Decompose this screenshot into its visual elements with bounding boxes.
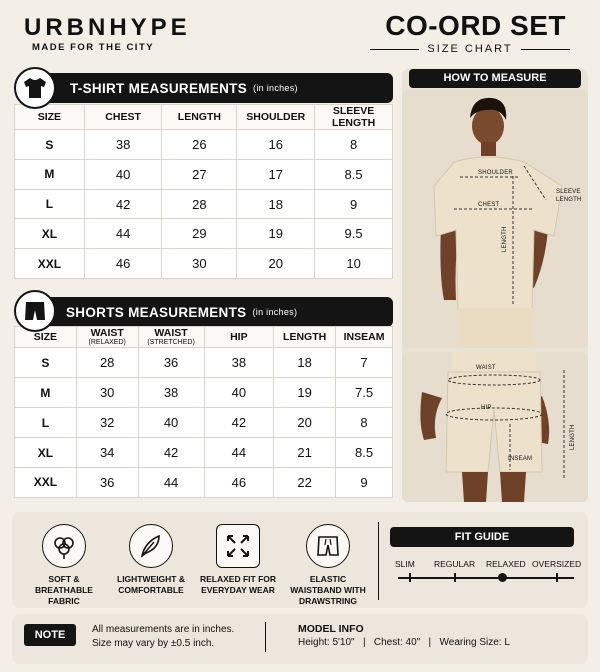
page-subtitle: SIZE CHART bbox=[427, 43, 513, 55]
sleeve-measure-label: SLEEVE LENGTH bbox=[556, 189, 582, 204]
fit-option-regular: REGULAR bbox=[434, 559, 476, 569]
size-cell: XL bbox=[15, 438, 77, 468]
note-line-2: Size may vary by ±0.5 inch. bbox=[92, 638, 215, 649]
column-subheader: (STRETCHED) bbox=[147, 339, 195, 347]
value-cell: 18 bbox=[237, 189, 315, 219]
fit-scale-tick bbox=[556, 573, 558, 582]
column-header: SHOULDER bbox=[237, 105, 315, 130]
chest-measure-label: CHEST bbox=[478, 202, 500, 208]
model-info-title: MODEL INFO bbox=[298, 623, 364, 635]
value-cell: 7 bbox=[336, 348, 393, 378]
shorts-length-measure-label: LENGTH bbox=[570, 424, 576, 450]
value-cell: 27 bbox=[162, 159, 237, 189]
features-divider bbox=[378, 522, 379, 600]
feature-item bbox=[198, 524, 278, 596]
size-cell: S bbox=[15, 130, 85, 160]
column-header: CHEST bbox=[84, 105, 162, 130]
expand-arrows-icon bbox=[216, 524, 260, 568]
tshirt-model-photo bbox=[402, 90, 588, 348]
value-cell: 40 bbox=[204, 378, 274, 408]
value-cell: 36 bbox=[76, 467, 138, 497]
tshirt-heading: T-SHIRT MEASUREMENTS bbox=[70, 80, 248, 96]
feature-label: LIGHTWEIGHT & COMFORTABLE bbox=[117, 574, 185, 596]
value-cell: 9 bbox=[336, 467, 393, 497]
shorts-section-header bbox=[30, 297, 393, 327]
value-cell: 34 bbox=[76, 438, 138, 468]
value-cell: 44 bbox=[84, 219, 162, 249]
feather-icon bbox=[129, 524, 173, 568]
note-line-1: All measurements are in inches. bbox=[92, 624, 235, 635]
fit-option-oversized: OVERSIZED bbox=[532, 559, 582, 569]
fit-scale-tick bbox=[454, 573, 456, 582]
brand-tagline: MADE FOR THE CITY bbox=[32, 42, 155, 53]
value-cell: 40 bbox=[138, 408, 204, 438]
tshirt-icon bbox=[14, 67, 56, 109]
fit-option-relaxed: RELAXED bbox=[486, 559, 526, 569]
fit-option-slim: SLIM bbox=[395, 559, 415, 569]
inseam-measure-label: INSEAM bbox=[508, 456, 533, 462]
value-cell: 30 bbox=[76, 378, 138, 408]
value-cell: 10 bbox=[315, 249, 393, 279]
value-cell: 17 bbox=[237, 159, 315, 189]
shorts-size-table bbox=[14, 326, 393, 498]
cotton-flower-icon bbox=[42, 524, 86, 568]
brand-logo: URBNHYPE bbox=[24, 14, 191, 41]
table-row bbox=[15, 467, 393, 497]
note-badge: NOTE bbox=[24, 624, 76, 646]
value-cell: 42 bbox=[138, 438, 204, 468]
page-subtitle-row bbox=[370, 43, 570, 55]
length-measure-label: LENGTH bbox=[502, 226, 508, 252]
shorts-drawstring-icon bbox=[306, 524, 350, 568]
size-cell: M bbox=[15, 159, 85, 189]
table-row bbox=[15, 378, 393, 408]
size-cell: M bbox=[15, 378, 77, 408]
hip-measure-label: HIP bbox=[481, 405, 492, 411]
value-cell: 46 bbox=[204, 467, 274, 497]
table-row bbox=[15, 189, 393, 219]
value-cell: 46 bbox=[84, 249, 162, 279]
value-cell: 42 bbox=[84, 189, 162, 219]
value-cell: 44 bbox=[204, 438, 274, 468]
value-cell: 42 bbox=[204, 408, 274, 438]
feature-item bbox=[111, 524, 191, 596]
value-cell: 36 bbox=[138, 348, 204, 378]
size-cell: XXL bbox=[15, 249, 85, 279]
shorts-model-photo bbox=[402, 352, 588, 502]
fit-scale-tick bbox=[409, 573, 411, 582]
value-cell: 40 bbox=[84, 159, 162, 189]
value-cell: 18 bbox=[274, 348, 336, 378]
value-cell: 7.5 bbox=[336, 378, 393, 408]
value-cell: 8.5 bbox=[315, 159, 393, 189]
shoulder-measure-label: SHOULDER bbox=[478, 170, 513, 176]
column-header: SIZE bbox=[15, 105, 85, 130]
note-divider bbox=[265, 622, 266, 652]
value-cell: 20 bbox=[274, 408, 336, 438]
feature-label: RELAXED FIT FOR EVERYDAY WEAR bbox=[199, 574, 277, 596]
value-cell: 19 bbox=[274, 378, 336, 408]
size-cell: XXL bbox=[15, 467, 77, 497]
size-cell: XL bbox=[15, 219, 85, 249]
value-cell: 38 bbox=[138, 378, 204, 408]
table-row bbox=[15, 348, 393, 378]
column-header: HIP bbox=[204, 327, 274, 348]
column-header: WAIST (RELAXED) bbox=[76, 327, 138, 348]
model-info-text: Height: 5'10" | Chest: 40" | Wearing Size: L bbox=[298, 637, 510, 648]
tshirt-section-header bbox=[30, 73, 393, 103]
value-cell: 26 bbox=[162, 130, 237, 160]
value-cell: 28 bbox=[76, 348, 138, 378]
column-header: WAIST (STRETCHED) bbox=[138, 327, 204, 348]
value-cell: 30 bbox=[162, 249, 237, 279]
column-header: LENGTH bbox=[274, 327, 336, 348]
tshirt-model-illustration bbox=[402, 90, 588, 348]
column-header: LENGTH bbox=[162, 105, 237, 130]
value-cell: 22 bbox=[274, 467, 336, 497]
table-header-row bbox=[15, 105, 393, 130]
value-cell: 16 bbox=[237, 130, 315, 160]
value-cell: 21 bbox=[274, 438, 336, 468]
size-cell: L bbox=[15, 189, 85, 219]
column-header: INSEAM bbox=[336, 327, 393, 348]
divider-line bbox=[521, 49, 570, 50]
value-cell: 32 bbox=[76, 408, 138, 438]
value-cell: 19 bbox=[237, 219, 315, 249]
divider-line bbox=[370, 49, 419, 50]
shorts-unit: (in inches) bbox=[252, 307, 298, 317]
value-cell: 8.5 bbox=[336, 438, 393, 468]
value-cell: 38 bbox=[84, 130, 162, 160]
column-subheader: (RELAXED) bbox=[88, 339, 126, 347]
value-cell: 8 bbox=[315, 130, 393, 160]
table-row bbox=[15, 249, 393, 279]
page-title: CO-ORD SET bbox=[385, 10, 566, 41]
value-cell: 9.5 bbox=[315, 219, 393, 249]
table-row bbox=[15, 408, 393, 438]
value-cell: 8 bbox=[336, 408, 393, 438]
size-cell: L bbox=[15, 408, 77, 438]
tshirt-unit: (in inches) bbox=[253, 83, 298, 93]
table-row bbox=[15, 219, 393, 249]
fit-scale-line bbox=[398, 577, 574, 579]
table-row bbox=[15, 438, 393, 468]
feature-label: ELASTIC WAISTBAND WITH DRAWSTRING bbox=[290, 574, 366, 607]
value-cell: 20 bbox=[237, 249, 315, 279]
value-cell: 38 bbox=[204, 348, 274, 378]
feature-item bbox=[24, 524, 104, 607]
shorts-heading: SHORTS MEASUREMENTS bbox=[66, 304, 247, 320]
tshirt-size-table bbox=[14, 104, 393, 279]
value-cell: 28 bbox=[162, 189, 237, 219]
table-header-row bbox=[15, 327, 393, 348]
value-cell: 29 bbox=[162, 219, 237, 249]
size-cell: S bbox=[15, 348, 77, 378]
feature-label: SOFT & BREATHABLE FABRIC bbox=[35, 574, 93, 607]
column-header: SLEEVE LENGTH bbox=[315, 105, 393, 130]
table-row bbox=[15, 159, 393, 189]
waist-measure-label: WAIST bbox=[476, 365, 496, 371]
how-to-measure-heading: HOW TO MEASURE bbox=[409, 69, 581, 88]
value-cell: 9 bbox=[315, 189, 393, 219]
shorts-icon bbox=[14, 290, 56, 332]
value-cell: 44 bbox=[138, 467, 204, 497]
table-row bbox=[15, 130, 393, 160]
shorts-model-illustration bbox=[402, 352, 588, 502]
feature-item bbox=[286, 524, 370, 607]
fit-selected-marker bbox=[498, 573, 507, 582]
column-header: SIZE bbox=[15, 327, 77, 348]
fit-guide-title: FIT GUIDE bbox=[390, 527, 574, 547]
note-text bbox=[92, 623, 234, 651]
